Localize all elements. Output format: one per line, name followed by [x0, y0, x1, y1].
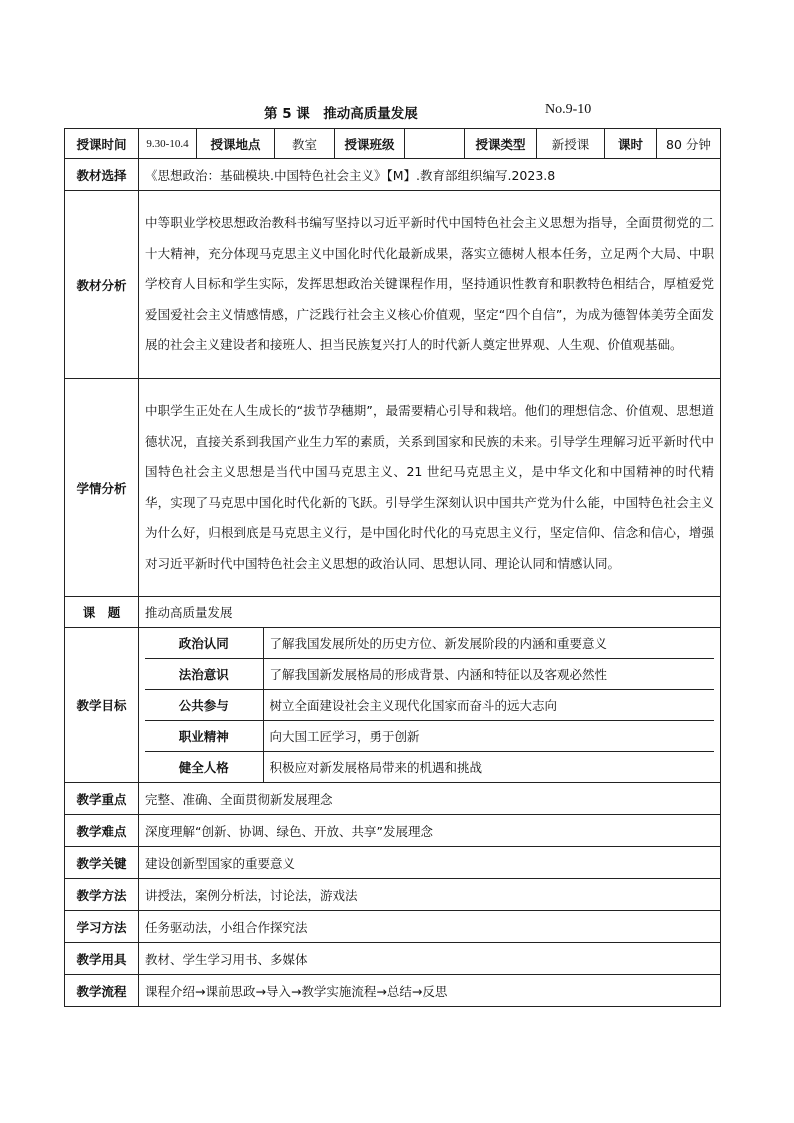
page-title: [0, 100, 794, 122]
place-label: 授课地点: [197, 129, 275, 159]
lesson-number: No.9-10: [545, 102, 592, 117]
hours-label: 课时: [605, 129, 657, 159]
goal-value: 树立全面建设社会主义现代化国家而奋斗的远大志向: [263, 690, 714, 721]
students-text: 中职学生正处在人生成长的“拔节孕穗期”，最需要精心引导和栽培。他们的理想信念、价值观、思想道德状况，直接关系到我国产业生力军的素质，关系到国家和民族的未来。引导学生理解习近平新时代中国特色社会主义思想是当代中国马克思主义、21 世纪马克思主义，是中华文化和中国精神的时代精华，实现了马克思中国化时代化新的飞跃。引导学生深刻认识中国共产党为什么能，中国特色社会主义为什么好，归根到底是马克思主义行，是中国化时代化的马克思主义行，坚定信仰、信念和信心，增强对习近平新时代中国特色社会主义思想的政治认同、思想认同、理论认同和情感认同。: [139, 379, 721, 597]
goals-table: [145, 628, 714, 782]
topic-label: 课 题: [65, 597, 139, 628]
textbook-value: 《思想政治：基础模块.中国特色社会主义》【M】.教育部组织编写.2023.8: [139, 159, 721, 191]
row-value: 教材、学生学习用书、多媒体: [139, 943, 721, 975]
place-value: 教室: [275, 129, 335, 159]
goal-key: 职业精神: [145, 721, 263, 752]
row-goals: [65, 628, 721, 783]
goals-cell: [139, 628, 721, 783]
time-label: 授课时间: [65, 129, 139, 159]
row-flow: [65, 975, 721, 1007]
goal-row: [145, 752, 714, 783]
students-label: 学情分析: [65, 379, 139, 597]
goals-label: 教学目标: [65, 628, 139, 783]
row-key-point: [65, 783, 721, 815]
goal-key: 健全人格: [145, 752, 263, 783]
row-label: 教学难点: [65, 815, 139, 847]
row-label: 学习方法: [65, 911, 139, 943]
goal-value: 积极应对新发展格局带来的机遇和挑战: [263, 752, 714, 783]
row-key: [65, 847, 721, 879]
row-label: 教学关键: [65, 847, 139, 879]
hours-value: 80 分钟: [657, 129, 721, 159]
row-value: 任务驱动法，小组合作探究法: [139, 911, 721, 943]
goal-row: [145, 628, 714, 659]
row-material-analysis: [65, 191, 721, 379]
row-value: 完整、准确、全面贯彻新发展理念: [139, 783, 721, 815]
row-label: 教学方法: [65, 879, 139, 911]
row-topic: [65, 597, 721, 628]
goal-key: 法治意识: [145, 659, 263, 690]
textbook-label: 教材选择: [65, 159, 139, 191]
topic-value: 推动高质量发展: [139, 597, 721, 628]
class-label: 授课班级: [335, 129, 405, 159]
row-textbook: [65, 159, 721, 191]
row-difficulty: [65, 815, 721, 847]
row-tools: [65, 943, 721, 975]
lesson-title: 第 5 课 推动高质量发展: [264, 106, 418, 122]
analysis-label: 教材分析: [65, 191, 139, 379]
goal-value: 了解我国新发展格局的形成背景、内涵和特征以及客观必然性: [263, 659, 714, 690]
row-value: 深度理解“创新、协调、绿色、开放、共享”发展理念: [139, 815, 721, 847]
row-label: 教学流程: [65, 975, 139, 1007]
lesson-plan-table: [64, 128, 721, 1007]
row-learning-method: [65, 911, 721, 943]
goal-row: [145, 659, 714, 690]
goal-row: [145, 690, 714, 721]
time-value: 9.30-10.4: [139, 129, 197, 159]
goal-key: 政治认同: [145, 628, 263, 659]
row-value: 课程介绍→课前思政→导入→教学实施流程→总结→反思: [139, 975, 721, 1007]
row-value: 讲授法，案例分析法，讨论法，游戏法: [139, 879, 721, 911]
row-value: 建设创新型国家的重要意义: [139, 847, 721, 879]
type-value: 新授课: [537, 129, 605, 159]
type-label: 授课类型: [465, 129, 537, 159]
row-label: 教学重点: [65, 783, 139, 815]
goal-key: 公共参与: [145, 690, 263, 721]
goal-value: 向大国工匠学习，勇于创新: [263, 721, 714, 752]
goal-value: 了解我国发展所处的历史方位、新发展阶段的内涵和重要意义: [263, 628, 714, 659]
analysis-text: 中等职业学校思想政治教科书编写坚持以习近平新时代中国特色社会主义思想为指导，全面贯彻党的二十大精神，充分体现马克思主义中国化时代化最新成果，落实立德树人根本任务，立足两个大局、中职学校育人目标和学生实际，发挥思想政治关键课程作用，坚持通识性教育和职教特色相结合，厚植爱党爱国爱社会主义情感情感，广泛践行社会主义核心价值观，坚定“四个自信”，为成为德智体美劳全面发展的社会主义建设者和接班人、担当民族复兴打人的时代新人奠定世界观、人生观、价值观基础。: [139, 191, 721, 379]
goal-row: [145, 721, 714, 752]
row-basic-info: [65, 129, 721, 159]
row-method: [65, 879, 721, 911]
class-value: [405, 129, 465, 159]
row-label: 教学用具: [65, 943, 139, 975]
row-student-analysis: [65, 379, 721, 597]
